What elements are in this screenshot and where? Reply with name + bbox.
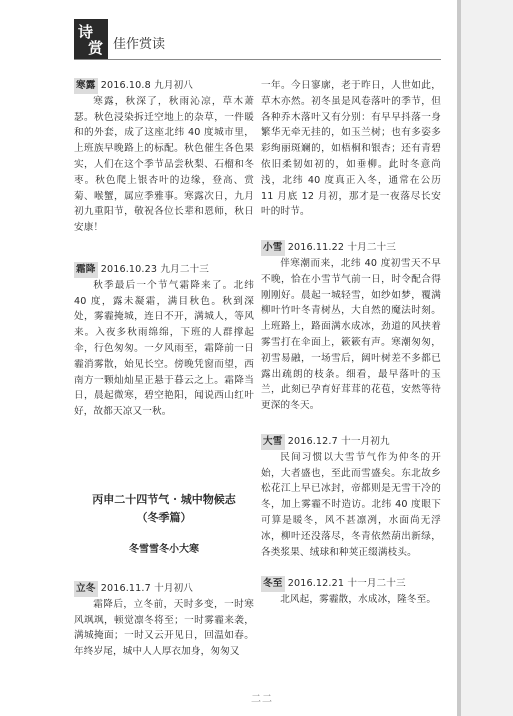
entry-heading-dongzhi [261,576,441,592]
header-divider [74,59,441,60]
article-title-part: （冬季篇） [136,511,192,524]
entry-date: 2016.10.23 九月二十三 [97,263,210,275]
page-number: 二二 [251,694,273,705]
entry-body-lidong-continued: 一年。今日寥廓，老于昨日，人世如此，草木亦然。初冬虽是风卷落叶的季节，但各种乔木落叶又有分别：有早早抖落一身繁华无牵无挂的，如玉兰树；也有多姿多彩绚丽斑斓的，如梧桐和银杏；还有青碧依旧柔韧如初的，如垂柳。此时冬意尚浅，北纬 40 度真正入冬，通常在公历 11 月底 12 月初，那才是一夜落尽长安叶的时节。 [261,80,441,218]
section-header-title: 佳作赏读 [113,37,166,52]
article-title: 丙申二十四节气 · 城中物候志 [92,493,236,506]
entry-date: 2016.12.7 十一月初九 [284,435,390,447]
page-header [0,0,513,60]
entry-body-xiaoxue: 伴寒潮而来，北纬 40 度初雪天不早不晚，恰在小雪节气前一日，时令配合得刚刚好。晨起一城轻雪，如纱如梦，覆满柳叶竹叶冬青树丛，大自然的魔法时刻。上班路上，路面满水成冰，劲道的风挟着雾雪打在伞面上，簌簌有声。寒潮匆匆，初雪易融，一场雪后，阔叶树差不多都已露出疏朗的枝条。细看，最早落叶的玉兰，此刻已孕育好茸茸的花苞，安然等待更深的冬天。 [261,257,441,412]
entry-body-shuangjiang: 秋季最后一个节气霜降来了。北纬 40 度，露未凝霜，满目秋色。秋到深处，雾霾掩城，连日不开，满城人，等风来。入夜多秋雨绵绵，下班的人群撑起伞，行色匆匆。一夕风雨至，霜降前一日霾消雾散，始见长空。傍晚凭窗而望，西南方一颗灿灿星正悬于暮云之上。霜降当日，晨起微寒，碧空艳阳，闻说西山红叶好，故都天凉又一秋。 [74,279,254,418]
entry-heading-daxue [261,434,441,450]
entry-date: 2016.11.22 十月二十三 [284,242,397,254]
entry-heading-hanlu [74,78,254,94]
magazine-logo [74,19,108,59]
entry-body-lidong: 霜降后，立冬前，天时多变，一时寒风飒飒，顿觉凛冬将至；一时雾霾来袭，满城掩面；一时又云开见日，回温如春。年终岁尾，城中人人厚衣加身，匆匆又 [74,598,254,658]
solar-term-label: 小雪 [261,240,285,256]
logo-glyph-top: 诗 [78,23,94,41]
left-column-lower [74,581,254,660]
solar-term-label: 大雪 [261,434,285,450]
solar-term-label: 冬至 [261,576,285,592]
article-subtitle: 冬雪雪冬小大寒 [129,544,199,555]
logo-glyph-bottom: 赏 [88,39,104,57]
entry-date: 2016.12.21 十一月二十三 [284,578,406,590]
solar-term-label: 霜降 [74,262,98,278]
entry-body-hanlu: 寒露，秋深了，秋雨沁凉，草木萧瑟。秋色浸染拆迁空地上的杂草，一件暖和的外套，成了这座北纬 40 度城市里，上班族早晚路上的标配。秋色催生各色果实，人们在这个季节品尝秋梨、石榴和冬枣。秋色爬上银杏叶的边缘，登高、赏菊、喉蟹，属应季雅事。寒露次日，九月初九重阳节，敬祝各位长辈和恩师，秋日安康！ [74,95,254,234]
left-column-upper [74,78,254,420]
entry-heading-lidong [74,581,254,597]
entry-body-daxue: 民间习惯以大雪节气作为仲冬的开始，大者盛也，至此而雪盛矣。东北故乡松花江上早已冰封，帝都则是无雪干冷的冬，加上雾霾不时造访。北纬 40 度眼下可算是暖冬，风不甚凛冽，水面尚无浮冰，柳叶还没落尽，冬青依然葫出新绿，各类浆果、绒球和种荚正缀满枝头。 [261,451,441,558]
entry-heading-xiaoxue [261,240,441,256]
entry-body-dongzhi: 北风起，雾霾散，水成冰，隆冬至。 [280,594,437,606]
solar-term-label: 立冬 [74,581,98,597]
solar-term-label: 寒露 [74,78,98,94]
entry-date: 2016.11.7 十月初八 [97,583,194,594]
entry-heading-shuangjiang [74,262,254,278]
page-margin [461,0,513,716]
right-column [261,78,441,608]
entry-date: 2016.10.8 九月初八 [97,80,194,91]
